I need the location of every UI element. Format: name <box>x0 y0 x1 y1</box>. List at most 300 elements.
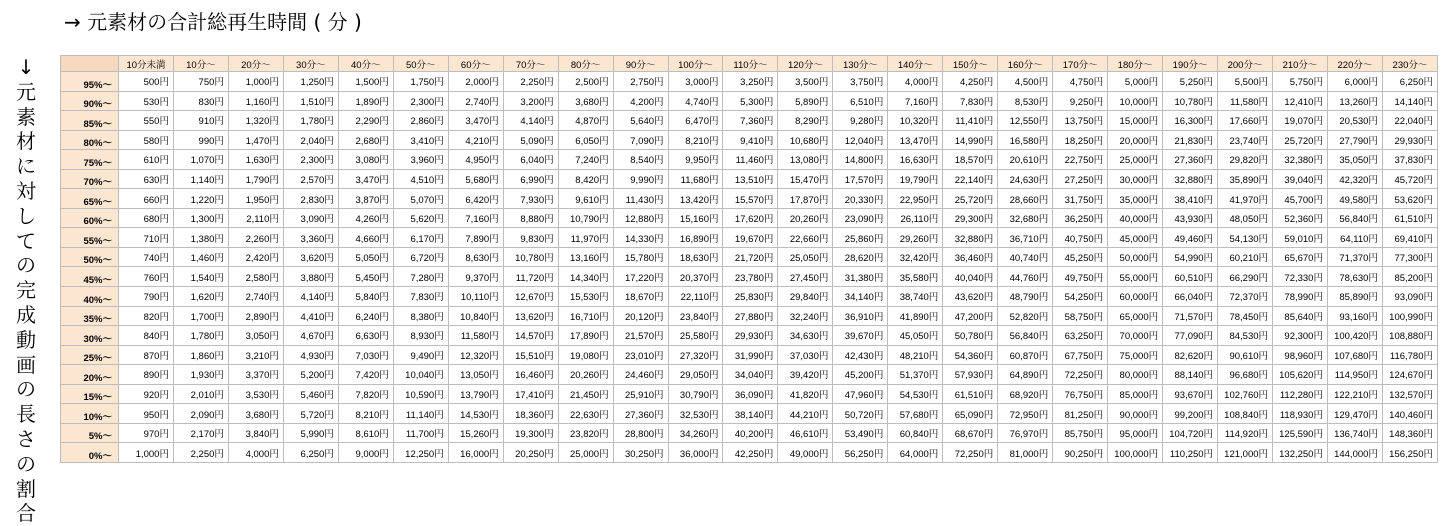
price-cell: 93,090円 <box>1382 287 1437 307</box>
price-cell: 29,840円 <box>778 287 833 307</box>
column-header: 120分〜 <box>778 56 833 72</box>
row-header: 35%〜 <box>61 306 119 326</box>
price-cell: 1,700円 <box>173 306 228 326</box>
price-cell: 72,250円 <box>943 443 998 463</box>
price-cell: 25,000円 <box>558 443 613 463</box>
column-header: 90分〜 <box>613 56 668 72</box>
price-cell: 19,080円 <box>558 345 613 365</box>
price-cell: 22,140円 <box>943 169 998 189</box>
row-header: 50%〜 <box>61 247 119 267</box>
price-cell: 60,000円 <box>1108 287 1163 307</box>
price-cell: 1,860円 <box>173 345 228 365</box>
price-cell: 2,300円 <box>283 150 338 170</box>
price-cell: 15,570円 <box>723 189 778 209</box>
price-cell: 23,840円 <box>668 306 723 326</box>
table-row <box>61 306 1438 326</box>
price-cell: 9,610円 <box>558 189 613 209</box>
price-cell: 66,290円 <box>1218 267 1273 287</box>
price-cell: 22,110円 <box>668 287 723 307</box>
price-cell: 2,110円 <box>228 208 283 228</box>
price-cell: 680円 <box>119 208 174 228</box>
price-cell: 148,360円 <box>1382 423 1437 443</box>
price-cell: 5,840円 <box>338 287 393 307</box>
price-cell: 76,750円 <box>1053 384 1108 404</box>
price-cell: 500円 <box>119 72 174 92</box>
price-cell: 116,780円 <box>1382 345 1437 365</box>
price-cell: 99,200円 <box>1163 404 1218 424</box>
price-cell: 45,720円 <box>1382 169 1437 189</box>
table-row <box>61 169 1438 189</box>
price-cell: 3,200円 <box>503 91 558 111</box>
price-cell: 1,220円 <box>173 189 228 209</box>
price-cell: 1,470円 <box>228 130 283 150</box>
price-cell: 5,680円 <box>448 169 503 189</box>
price-cell: 5,720円 <box>283 404 338 424</box>
price-cell: 8,630円 <box>448 247 503 267</box>
price-cell: 7,160円 <box>448 208 503 228</box>
table-row <box>61 72 1438 92</box>
price-cell: 56,840円 <box>998 326 1053 346</box>
row-header: 90%〜 <box>61 91 119 111</box>
price-cell: 100,420円 <box>1327 326 1382 346</box>
column-header: 130分〜 <box>833 56 888 72</box>
price-cell: 7,820円 <box>338 384 393 404</box>
price-cell: 4,250円 <box>943 72 998 92</box>
price-cell: 4,210円 <box>448 130 503 150</box>
price-cell: 76,970円 <box>998 423 1053 443</box>
price-cell: 20,000円 <box>1108 130 1163 150</box>
price-cell: 3,210円 <box>228 345 283 365</box>
price-cell: 2,260円 <box>228 228 283 248</box>
price-cell: 3,750円 <box>833 72 888 92</box>
price-cell: 3,840円 <box>228 423 283 443</box>
column-header: 230分〜 <box>1382 56 1437 72</box>
price-cell: 32,680円 <box>998 208 1053 228</box>
table-row <box>61 208 1438 228</box>
price-cell: 16,630円 <box>888 150 943 170</box>
price-cell: 11,700円 <box>393 423 448 443</box>
price-cell: 9,830円 <box>503 228 558 248</box>
price-cell: 4,870円 <box>558 111 613 131</box>
price-cell: 15,780円 <box>613 247 668 267</box>
price-cell: 4,000円 <box>888 72 943 92</box>
price-cell: 22,040円 <box>1382 111 1437 131</box>
price-cell: 22,750円 <box>1053 150 1108 170</box>
price-cell: 32,880円 <box>943 228 998 248</box>
price-cell: 760円 <box>119 267 174 287</box>
price-cell: 26,110円 <box>888 208 943 228</box>
price-cell: 3,470円 <box>338 169 393 189</box>
price-cell: 10,000円 <box>1108 91 1163 111</box>
price-cell: 107,680円 <box>1327 345 1382 365</box>
price-cell: 132,570円 <box>1382 384 1437 404</box>
price-cell: 910円 <box>173 111 228 131</box>
price-cell: 49,000円 <box>778 443 833 463</box>
price-cell: 4,260円 <box>338 208 393 228</box>
price-cell: 870円 <box>119 345 174 365</box>
column-header: 20分〜 <box>228 56 283 72</box>
price-cell: 2,290円 <box>338 111 393 131</box>
price-cell: 9,000円 <box>338 443 393 463</box>
price-cell: 2,740円 <box>448 91 503 111</box>
price-cell: 10,110円 <box>448 287 503 307</box>
price-cell: 56,250円 <box>833 443 888 463</box>
price-cell: 2,000円 <box>448 72 503 92</box>
price-cell: 36,710円 <box>998 228 1053 248</box>
row-header: 20%〜 <box>61 365 119 385</box>
price-cell: 4,510円 <box>393 169 448 189</box>
price-cell: 5,990円 <box>283 423 338 443</box>
price-cell: 90,610円 <box>1218 345 1273 365</box>
price-cell: 15,260円 <box>448 423 503 443</box>
price-cell: 18,630円 <box>668 247 723 267</box>
price-cell: 102,760円 <box>1218 384 1273 404</box>
price-cell: 5,250円 <box>1163 72 1218 92</box>
price-cell: 25,860円 <box>833 228 888 248</box>
price-cell: 5,450円 <box>338 267 393 287</box>
price-cell: 19,300円 <box>503 423 558 443</box>
price-cell: 13,470円 <box>888 130 943 150</box>
price-cell: 14,140円 <box>1382 91 1437 111</box>
price-cell: 7,090円 <box>613 130 668 150</box>
price-cell: 77,300円 <box>1382 247 1437 267</box>
price-cell: 35,050円 <box>1327 150 1382 170</box>
price-cell: 72,950円 <box>998 404 1053 424</box>
price-cell: 3,090円 <box>283 208 338 228</box>
price-cell: 6,990円 <box>503 169 558 189</box>
table-row <box>61 247 1438 267</box>
price-cell: 1,790円 <box>228 169 283 189</box>
price-cell: 1,780円 <box>283 111 338 131</box>
row-header: 15%〜 <box>61 384 119 404</box>
price-cell: 29,050円 <box>668 365 723 385</box>
price-cell: 530円 <box>119 91 174 111</box>
price-cell: 23,010円 <box>613 345 668 365</box>
price-cell: 10,840円 <box>448 306 503 326</box>
price-cell: 60,510円 <box>1163 267 1218 287</box>
price-cell: 13,420円 <box>668 189 723 209</box>
price-cell: 90,250円 <box>1053 443 1108 463</box>
column-header: 180分〜 <box>1108 56 1163 72</box>
price-cell: 140,460円 <box>1382 404 1437 424</box>
price-cell: 11,140円 <box>393 404 448 424</box>
row-header: 0%〜 <box>61 443 119 463</box>
price-cell: 31,380円 <box>833 267 888 287</box>
price-cell: 42,250円 <box>723 443 778 463</box>
price-cell: 5,750円 <box>1273 72 1328 92</box>
price-cell: 18,570円 <box>943 150 998 170</box>
price-cell: 3,680円 <box>228 404 283 424</box>
price-cell: 3,080円 <box>338 150 393 170</box>
price-cell: 43,930円 <box>1163 208 1218 228</box>
price-cell: 6,170円 <box>393 228 448 248</box>
column-header: 170分〜 <box>1053 56 1108 72</box>
row-header: 65%〜 <box>61 189 119 209</box>
row-header: 45%〜 <box>61 267 119 287</box>
price-cell: 4,140円 <box>283 287 338 307</box>
price-cell: 8,210円 <box>338 404 393 424</box>
price-cell: 42,320円 <box>1327 169 1382 189</box>
price-cell: 6,250円 <box>1382 72 1437 92</box>
price-cell: 920円 <box>119 384 174 404</box>
price-cell: 114,950円 <box>1327 365 1382 385</box>
price-cell: 17,890円 <box>558 326 613 346</box>
price-cell: 10,590円 <box>393 384 448 404</box>
price-cell: 40,200円 <box>723 423 778 443</box>
price-cell: 80,000円 <box>1108 365 1163 385</box>
price-cell: 36,910円 <box>833 306 888 326</box>
price-cell: 14,570円 <box>503 326 558 346</box>
price-cell: 710円 <box>119 228 174 248</box>
table-row <box>61 365 1438 385</box>
price-table <box>60 55 1438 463</box>
price-cell: 59,010円 <box>1273 228 1328 248</box>
price-cell: 30,250円 <box>613 443 668 463</box>
column-header: 50分〜 <box>393 56 448 72</box>
price-cell: 93,670円 <box>1163 384 1218 404</box>
table-row <box>61 384 1438 404</box>
price-cell: 53,490円 <box>833 423 888 443</box>
price-cell: 15,510円 <box>503 345 558 365</box>
price-cell: 16,890円 <box>668 228 723 248</box>
price-cell: 72,370円 <box>1218 287 1273 307</box>
price-cell: 68,670円 <box>943 423 998 443</box>
price-cell: 790円 <box>119 287 174 307</box>
price-cell: 38,140円 <box>723 404 778 424</box>
price-cell: 19,070円 <box>1273 111 1328 131</box>
price-cell: 100,990円 <box>1382 306 1437 326</box>
price-cell: 3,370円 <box>228 365 283 385</box>
price-cell: 28,660円 <box>998 189 1053 209</box>
price-cell: 92,300円 <box>1273 326 1328 346</box>
table-row <box>61 111 1438 131</box>
price-cell: 5,200円 <box>283 365 338 385</box>
price-cell: 50,780円 <box>943 326 998 346</box>
price-cell: 2,300円 <box>393 91 448 111</box>
price-cell: 17,220円 <box>613 267 668 287</box>
price-cell: 22,950円 <box>888 189 943 209</box>
price-cell: 25,720円 <box>1273 130 1328 150</box>
price-cell: 1,500円 <box>338 72 393 92</box>
price-cell: 15,470円 <box>778 169 833 189</box>
price-cell: 29,930円 <box>1382 130 1437 150</box>
price-cell: 2,750円 <box>613 72 668 92</box>
price-cell: 7,360円 <box>723 111 778 131</box>
corner-cell <box>61 56 119 72</box>
price-cell: 7,830円 <box>943 91 998 111</box>
column-header: 80分〜 <box>558 56 613 72</box>
price-cell: 39,420円 <box>778 365 833 385</box>
column-header: 190分〜 <box>1163 56 1218 72</box>
price-cell: 78,450円 <box>1218 306 1273 326</box>
price-cell: 24,630円 <box>998 169 1053 189</box>
price-cell: 27,880円 <box>723 306 778 326</box>
price-cell: 61,510円 <box>943 384 998 404</box>
price-cell: 25,050円 <box>778 247 833 267</box>
price-cell: 110,250円 <box>1163 443 1218 463</box>
column-header: 30分〜 <box>283 56 338 72</box>
row-header: 30%〜 <box>61 326 119 346</box>
header-row <box>61 56 1438 72</box>
price-cell: 57,930円 <box>943 365 998 385</box>
price-cell: 30,000円 <box>1108 169 1163 189</box>
price-cell: 9,950円 <box>668 150 723 170</box>
price-cell: 35,000円 <box>1108 189 1163 209</box>
price-cell: 25,830円 <box>723 287 778 307</box>
price-cell: 27,250円 <box>1053 169 1108 189</box>
price-cell: 2,830円 <box>283 189 338 209</box>
price-cell: 29,260円 <box>888 228 943 248</box>
price-cell: 17,620円 <box>723 208 778 228</box>
price-cell: 81,000円 <box>998 443 1053 463</box>
price-cell: 1,460円 <box>173 247 228 267</box>
price-cell: 30,790円 <box>668 384 723 404</box>
price-cell: 740円 <box>119 247 174 267</box>
price-cell: 3,250円 <box>723 72 778 92</box>
price-cell: 54,130円 <box>1218 228 1273 248</box>
table-row <box>61 130 1438 150</box>
price-cell: 6,050円 <box>558 130 613 150</box>
price-cell: 15,160円 <box>668 208 723 228</box>
price-cell: 48,790円 <box>998 287 1053 307</box>
price-cell: 78,990円 <box>1273 287 1328 307</box>
price-cell: 11,680円 <box>668 169 723 189</box>
price-cell: 28,800円 <box>613 423 668 443</box>
price-cell: 49,580円 <box>1327 189 1382 209</box>
price-cell: 7,030円 <box>338 345 393 365</box>
price-cell: 1,380円 <box>173 228 228 248</box>
price-cell: 3,410円 <box>393 130 448 150</box>
price-cell: 104,720円 <box>1163 423 1218 443</box>
column-header: 10分未満 <box>119 56 174 72</box>
price-cell: 16,000円 <box>448 443 503 463</box>
price-cell: 11,580円 <box>1218 91 1273 111</box>
price-cell: 39,040円 <box>1273 169 1328 189</box>
price-cell: 23,090円 <box>833 208 888 228</box>
price-cell: 51,370円 <box>888 365 943 385</box>
price-cell: 830円 <box>173 91 228 111</box>
price-cell: 13,620円 <box>503 306 558 326</box>
price-cell: 70,000円 <box>1108 326 1163 346</box>
price-cell: 17,870円 <box>778 189 833 209</box>
price-cell: 11,720円 <box>503 267 558 287</box>
price-cell: 29,930円 <box>723 326 778 346</box>
price-cell: 13,080円 <box>778 150 833 170</box>
price-cell: 8,290円 <box>778 111 833 131</box>
price-cell: 16,710円 <box>558 306 613 326</box>
price-cell: 3,870円 <box>338 189 393 209</box>
price-cell: 57,680円 <box>888 404 943 424</box>
price-cell: 7,280円 <box>393 267 448 287</box>
price-cell: 17,660円 <box>1218 111 1273 131</box>
column-header: 100分〜 <box>668 56 723 72</box>
price-cell: 12,250円 <box>393 443 448 463</box>
price-cell: 72,250円 <box>1053 365 1108 385</box>
price-cell: 14,530円 <box>448 404 503 424</box>
price-cell: 3,470円 <box>448 111 503 131</box>
price-cell: 14,990円 <box>943 130 998 150</box>
price-cell: 4,000円 <box>228 443 283 463</box>
price-cell: 1,250円 <box>283 72 338 92</box>
price-cell: 8,420円 <box>558 169 613 189</box>
price-cell: 56,840円 <box>1327 208 1382 228</box>
price-cell: 132,250円 <box>1273 443 1328 463</box>
price-cell: 85,750円 <box>1053 423 1108 443</box>
price-cell: 54,360円 <box>943 345 998 365</box>
price-cell: 34,140円 <box>833 287 888 307</box>
price-cell: 37,030円 <box>778 345 833 365</box>
price-cell: 48,050円 <box>1218 208 1273 228</box>
table-title: → 元素材の合計総再生時間 ( 分 ) <box>64 10 362 34</box>
price-cell: 2,250円 <box>173 443 228 463</box>
price-cell: 5,000円 <box>1108 72 1163 92</box>
price-cell: 2,040円 <box>283 130 338 150</box>
price-cell: 580円 <box>119 130 174 150</box>
price-cell: 8,610円 <box>338 423 393 443</box>
price-cell: 44,760円 <box>998 267 1053 287</box>
price-cell: 47,200円 <box>943 306 998 326</box>
price-cell: 36,000円 <box>668 443 723 463</box>
price-cell: 14,330円 <box>613 228 668 248</box>
table-row <box>61 91 1438 111</box>
column-header: 150分〜 <box>943 56 998 72</box>
price-cell: 7,930円 <box>503 189 558 209</box>
price-cell: 54,990円 <box>1163 247 1218 267</box>
price-cell: 16,580円 <box>998 130 1053 150</box>
price-cell: 6,250円 <box>283 443 338 463</box>
price-cell: 2,090円 <box>173 404 228 424</box>
price-cell: 41,820円 <box>778 384 833 404</box>
price-cell: 20,330円 <box>833 189 888 209</box>
price-cell: 71,370円 <box>1327 247 1382 267</box>
price-cell: 36,090円 <box>723 384 778 404</box>
price-cell: 990円 <box>173 130 228 150</box>
price-cell: 20,610円 <box>998 150 1053 170</box>
price-cell: 9,990円 <box>613 169 668 189</box>
price-cell: 17,570円 <box>833 169 888 189</box>
price-cell: 18,360円 <box>503 404 558 424</box>
price-cell: 8,930円 <box>393 326 448 346</box>
column-header: 210分〜 <box>1273 56 1328 72</box>
price-cell: 5,090円 <box>503 130 558 150</box>
price-cell: 1,930円 <box>173 365 228 385</box>
price-cell: 64,000円 <box>888 443 943 463</box>
price-cell: 44,210円 <box>778 404 833 424</box>
price-cell: 43,620円 <box>943 287 998 307</box>
price-cell: 3,050円 <box>228 326 283 346</box>
price-cell: 5,640円 <box>613 111 668 131</box>
price-cell: 27,360円 <box>613 404 668 424</box>
price-cell: 890円 <box>119 365 174 385</box>
price-cell: 20,120円 <box>613 306 668 326</box>
row-header: 75%〜 <box>61 150 119 170</box>
price-cell: 48,210円 <box>888 345 943 365</box>
price-cell: 1,540円 <box>173 267 228 287</box>
row-header: 10%〜 <box>61 404 119 424</box>
price-cell: 25,910円 <box>613 384 668 404</box>
price-cell: 1,750円 <box>393 72 448 92</box>
row-header: 55%〜 <box>61 228 119 248</box>
price-cell: 77,090円 <box>1163 326 1218 346</box>
price-cell: 16,460円 <box>503 365 558 385</box>
price-cell: 23,740円 <box>1218 130 1273 150</box>
price-cell: 25,000円 <box>1108 150 1163 170</box>
price-cell: 37,830円 <box>1382 150 1437 170</box>
price-cell: 66,040円 <box>1163 287 1218 307</box>
price-cell: 31,750円 <box>1053 189 1108 209</box>
price-cell: 13,050円 <box>448 365 503 385</box>
price-cell: 6,510円 <box>833 91 888 111</box>
